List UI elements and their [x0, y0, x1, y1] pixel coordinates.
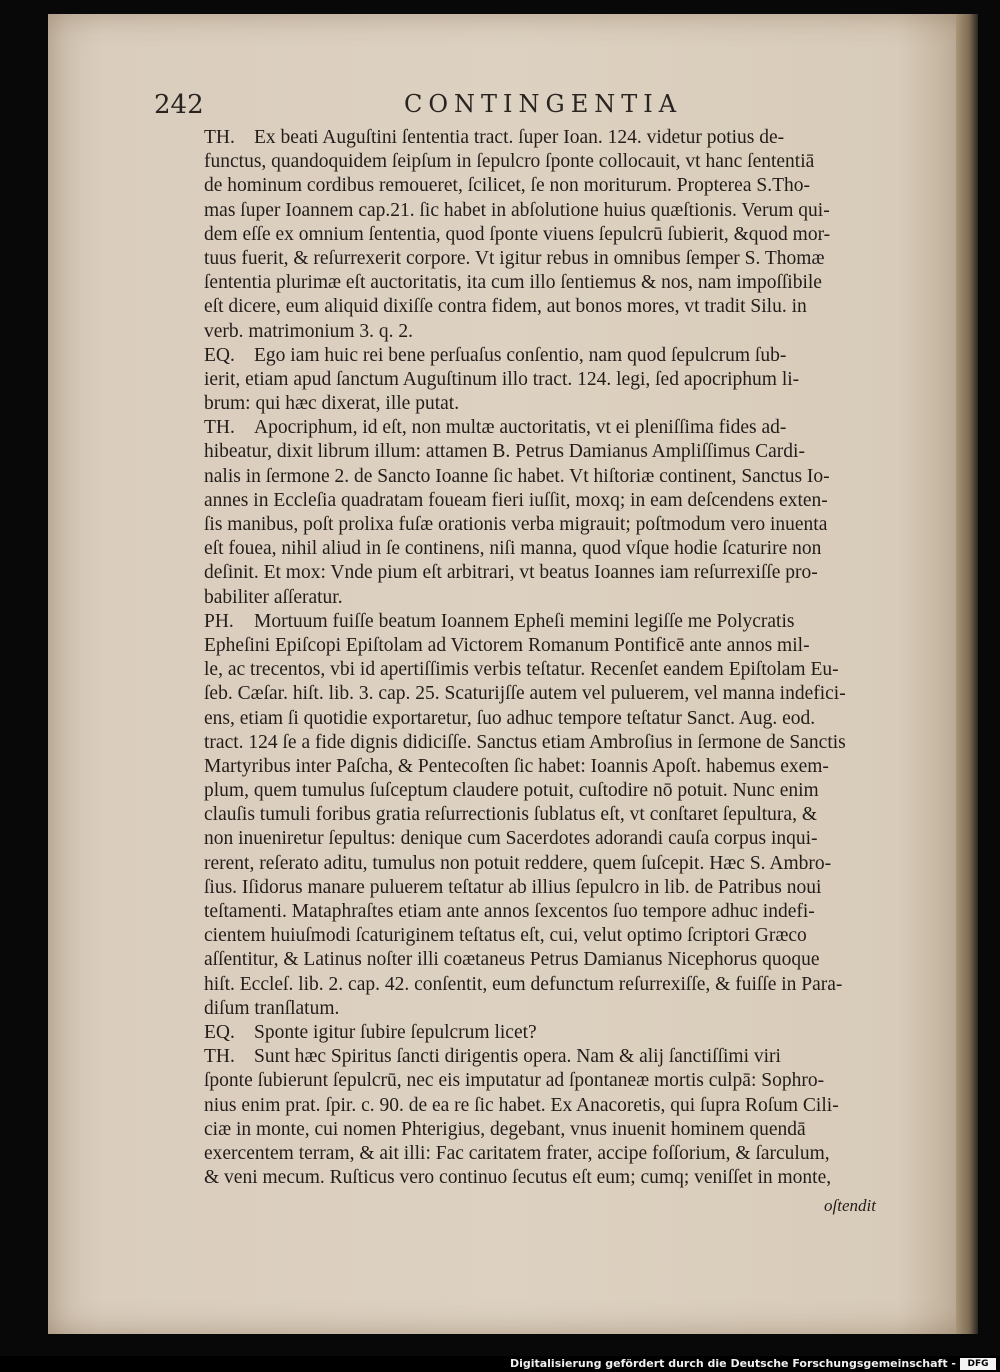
line-text: Ego iam huic rei bene perſuaſus conſentio, nam quod ſepulcrum ſub- — [254, 344, 787, 366]
speaker-line — [204, 1045, 904, 1069]
line-text: Ex beati Auguſtini ſententia tract. ſuper Ioan. 124. videtur potius de- — [254, 127, 785, 148]
line-text: dem eſſe ex omnium ſententia, quod ſponte viuens ſepulcrū ſubierit, &quod mor- — [204, 223, 831, 245]
speaker-label: EQ. — [204, 1021, 235, 1043]
line-text: Sponte igitur ſubire ſepulcrum licet? — [254, 1021, 537, 1043]
text-line — [204, 223, 904, 247]
line-text: rerent, reſerato aditu, tumulus non potuit reddere, quem ſuſcepit. Hæc S. Ambro- — [204, 852, 832, 874]
dfg-logo: DFG — [960, 1358, 996, 1370]
speaker-label: TH. — [204, 417, 235, 439]
line-text: & veni mecum. Ruſticus vero continuo ſecutus eſt eum; cumq; veniſſet in monte, — [204, 1167, 832, 1189]
line-text: brum: qui hæc dixerat, ille putat. — [204, 393, 460, 415]
line-text: de hominum cordibus remoueret, ſcilicet, ſe non moriturum. Propterea S.Tho- — [204, 175, 810, 197]
line-text: Martyribus inter Paſcha, & Pentecoſten ſic habet: Ioannis Apoſt. habemus exem- — [204, 755, 829, 777]
line-text: Apocriphum, id eſt, non multæ auctoritatis, vt ei pleniſſima fides ad- — [254, 417, 787, 439]
line-text: ſponte ſubierunt ſepulcrū, nec eis imputatur ad ſpontaneæ mortis culpā: Sophro- — [204, 1070, 825, 1092]
speaker-label: TH. — [204, 127, 235, 148]
text-line — [204, 1142, 904, 1166]
text-line — [204, 634, 904, 658]
text-line — [204, 295, 904, 319]
text-line — [204, 199, 904, 223]
line-text: exercentem terram, & ait illi: Fac caritatem frater, accipe foſſorium, & ſarculum, — [204, 1142, 830, 1164]
text-line — [204, 513, 904, 537]
line-text: eſt dicere, eum aliquid dixiſſe contra fidem, aut bonos mores, vt tradit Silu. in — [204, 296, 807, 318]
speaker-line — [204, 1021, 904, 1045]
text-line — [204, 876, 904, 900]
line-text: functus, quandoquidem ſeipſum in ſepulcro ſponte collocauit, vt hanc ſententiā — [204, 151, 815, 173]
footer-credit: Digitalisierung gefördert durch die Deutsche Forschungsgemeinschaft - — [509, 1357, 956, 1370]
line-text: ſius. Iſidorus manare puluerem teſtatur ab illius ſepulcro in lib. de Patribus noui — [204, 876, 822, 898]
text-line — [204, 682, 904, 706]
speaker-label: PH. — [204, 610, 234, 632]
text-line — [204, 537, 904, 561]
running-head — [154, 90, 714, 126]
line-text: ſis manibus, poſt prolixa fuſæ orationis verba migrauit; poſtmodum vero inuenta — [204, 514, 828, 535]
line-text: tract. 124 ſe a fide dignis didiciſſe. Sanctus etiam Ambroſius in ſermone de Sanctis — [204, 731, 846, 753]
line-text: verb. matrimonium 3. q. 2. — [204, 320, 414, 342]
line-text: ens, etiam ſi quotidie exportaretur, ſuo adhuc tempore teſtatur Sanct. Aug. eod. — [204, 707, 816, 729]
text-line — [204, 392, 904, 416]
running-title: CONTINGENTIA — [404, 90, 683, 118]
text-line — [204, 440, 904, 464]
line-text: ciæ in monte, cui nomen Phterigius, degebant, vnus inuenit hominem quendā — [204, 1118, 806, 1140]
body-text — [204, 126, 904, 1190]
line-text: plum, quem tumulus ſuſceptum claudere potuit, cuſtodire nō potuit. Nunc enim — [204, 780, 819, 802]
page-number: 242 — [154, 90, 204, 120]
speaker-line — [204, 126, 904, 150]
text-line — [204, 174, 904, 198]
text-line — [204, 731, 904, 755]
speaker-label: TH. — [204, 1046, 235, 1068]
text-line — [204, 465, 904, 489]
line-text: babiliter aſſeratur. — [204, 586, 343, 608]
text-line — [204, 658, 904, 682]
line-text: ierit, etiam apud ſanctum Auguſtinum illo tract. 124. legi, ſed apocriphum li- — [204, 368, 800, 390]
text-line — [204, 827, 904, 851]
text-line — [204, 320, 904, 344]
line-text: Sunt hæc Spiritus ſancti dirigentis opera. Nam & alij ſanctiſſimi viri — [254, 1046, 781, 1068]
text-line — [204, 1094, 904, 1118]
line-text: nius enim prat. ſpir. c. 90. de ea re ſic habet. Ex Anacoretis, qui ſupra Roſum Cili- — [204, 1094, 839, 1116]
text-line — [204, 561, 904, 585]
line-text: non inueniretur ſepultus: denique cum Sacerdotes adorandi cauſa corpus inqui- — [204, 828, 818, 850]
text-line — [204, 973, 904, 997]
text-line — [204, 271, 904, 295]
speaker-line — [204, 416, 904, 440]
speaker-line — [204, 610, 904, 634]
text-line — [204, 803, 904, 827]
line-text: clauſis tumuli foribus gratia reſurrectionis ſublatus eſt, vt conſtaret ſepultura, & — [204, 804, 818, 826]
line-text: ſententia plurimæ eſt auctoritatis, ita cum illo ſentiemus & nos, nam impoſſibile — [204, 272, 822, 294]
text-line — [204, 948, 904, 972]
line-text: aſſentitur, & Latinus noſter illi coætaneus Petrus Damianus Nicephorus quoque — [204, 949, 820, 971]
line-text: eſt fouea, nihil aliud in ſe continens, niſi manna, quod vſque hodie ſcaturire non — [204, 538, 822, 560]
text-line — [204, 489, 904, 513]
line-text: ſeb. Cæſar. hiſt. lib. 3. cap. 25. Scaturijſſe autem vel puluerem, vel manna indefici- — [204, 683, 846, 705]
text-line — [204, 1118, 904, 1142]
page-edge — [956, 14, 978, 1334]
text-line — [204, 997, 904, 1021]
speaker-label: EQ. — [204, 344, 235, 366]
text-line — [204, 707, 904, 731]
line-text: teſtamenti. Mataphraſtes etiam ante annos ſexcentos ſuo tempore adhuc indefi- — [204, 901, 815, 922]
text-line — [204, 586, 904, 610]
line-text: Mortuum fuiſſe beatum Ioannem Epheſi memini legiſſe me Polycratis — [254, 610, 795, 632]
text-line — [204, 924, 904, 948]
line-text: le, ac trecentos, vbi id apertiſſimis verbis teſtatur. Recenſet eandem Epiſtolam Eu- — [204, 659, 839, 681]
line-text: hibeatur, dixit librum illum: attamen B. Petrus Damianus Ampliſſimus Cardi- — [204, 441, 805, 463]
text-line — [204, 1069, 904, 1093]
text-line — [204, 900, 904, 924]
line-text: diſum tranſlatum. — [204, 997, 340, 1019]
line-text: Epheſini Epiſcopi Epiſtolam ad Victorem Romanum Pontificē ante annos mil- — [204, 634, 810, 656]
line-text: deſinit. Et mox: Vnde pium eſt arbitrari, vt beatus Ioannes iam reſurrexiſſe pro- — [204, 562, 818, 584]
text-line — [204, 779, 904, 803]
speaker-line — [204, 344, 904, 368]
text-line — [204, 755, 904, 779]
text-line — [204, 247, 904, 271]
line-text: cientem huiuſmodi ſcaturiginem teſtatus eſt, cui, velut optimo ſcriptori Græco — [204, 925, 807, 947]
line-text: annes in Eccleſia quadratam foueam fieri iuſſit, moxq; in eam deſcendens exten- — [204, 489, 828, 511]
line-text: nalis in ſermone 2. de Sancto Ioanne ſic habet. Vt hiſtoriæ continent, Sanctus Io- — [204, 465, 830, 487]
text-line — [204, 1166, 904, 1190]
line-text: hiſt. Eccleſ. lib. 2. cap. 42. conſentit, eum defunctum reſurrexiſſe, & fuiſſe in Para- — [204, 973, 843, 995]
line-text: tuus fuerit, & reſurrexerit corpore. Vt igitur rebus in omnibus ſemper S. Thomæ — [204, 247, 825, 269]
text-line — [204, 852, 904, 876]
text-line — [204, 368, 904, 392]
line-text: mas ſuper Ioannem cap.21. ſic habet in abſolutione huius quæſtionis. Verum qui- — [204, 199, 830, 221]
catchword: oſtendit — [824, 1196, 876, 1215]
text-line — [204, 150, 904, 174]
